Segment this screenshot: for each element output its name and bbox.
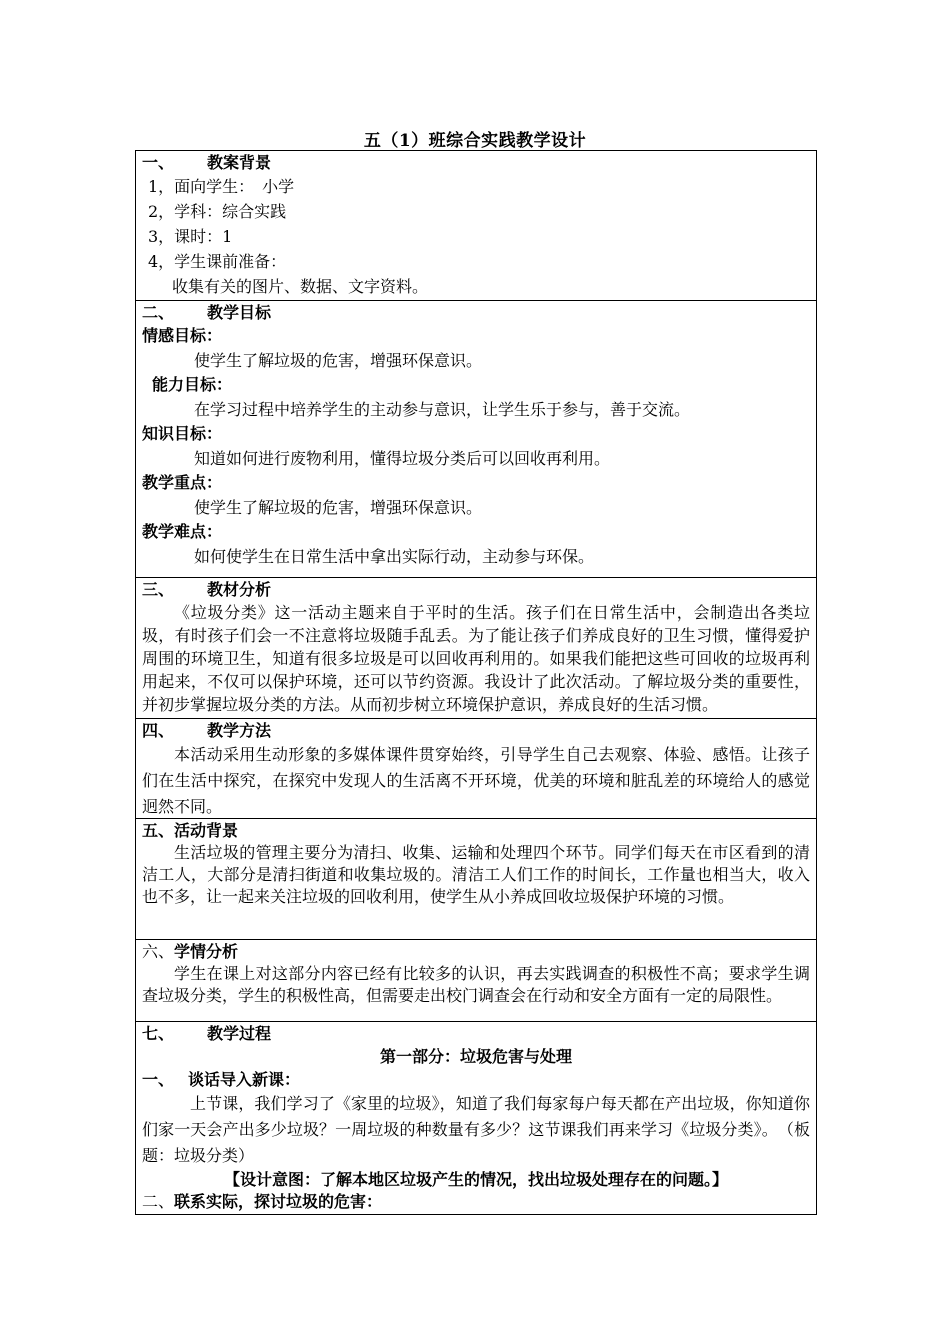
- section-heading: 五、活动背景: [142, 821, 239, 840]
- section-activity-background: [136, 819, 816, 940]
- knowledge-goal-label: 知识目标：: [142, 424, 223, 443]
- document-title: 五（1）班综合实践教学设计: [363, 131, 587, 151]
- teaching-focus-label: 教学重点：: [142, 473, 223, 492]
- section-material-analysis: [136, 578, 816, 719]
- teaching-difficulty-label: 教学难点：: [142, 522, 223, 541]
- step-text: 上节课，我们学习了《家里的垃圾》，知道了我们每家每户每天都在产出垃圾，你知道你们家一天会产出多少垃圾？一周垃圾的种数量有多少？这节课我们再来学习《垃圾分类》。 （板题：垃圾分类）: [142, 1094, 810, 1165]
- section-heading: 三、 教材分析: [142, 580, 272, 599]
- section-background: [136, 151, 816, 301]
- section-process: [136, 1022, 816, 1215]
- preparation-label: 4，学生课前准备：: [148, 252, 287, 271]
- step-heading: 一、 谈话导入新课：: [142, 1070, 301, 1089]
- part-title: 第一部分：垃圾危害与处理: [379, 1047, 572, 1066]
- emotion-goal-label: 情感目标：: [142, 326, 223, 345]
- teaching-difficulty-text: 如何使学生在日常生活中拿出实际行动，主动参与环保。: [194, 547, 595, 566]
- ability-goal-text: 在学习过程中培养学生的主动参与意识，让学生乐于参与，善于交流。: [194, 400, 691, 419]
- section-student-analysis: [136, 940, 816, 1022]
- lesson-plan-table: [135, 150, 817, 1215]
- methods-text: 本活动采用生动形象的多媒体课件贯穿始终，引导学生自己去观察、体验、感悟。让孩子们在生活中探究，在探究中发现人的生活离不开环境，优美的环境和脏乱差的环境给人的感觉迥然不同。: [142, 745, 810, 816]
- student-analysis-text: 学生在课上对这部分内容已经有比较多的认识，再去实践调查的积极性不高；要求学生调查垃圾分类，学生的积极性高，但需要走出校门调查会在行动和安全方面有一定的局限性。: [142, 964, 810, 1005]
- section-heading: 二、 教学目标: [142, 303, 272, 322]
- emotion-goal-text: 使学生了解垃圾的危害，增强环保意识。: [194, 351, 483, 370]
- class-hours: 3，课时：1: [148, 227, 233, 246]
- section-heading: 一、 教案背景: [142, 153, 272, 172]
- activity-background-text: 生活垃圾的管理主要分为清扫、收集、运输和处理四个环节。同学们每天在市区看到的清洁工人，大部分是清扫街道和收集垃圾的。清洁工人们工作的时间长，工作量也相当大，收入也不多，让一起来关注垃圾的回收利用，使学生从小养成回收垃圾保护环境的习惯。: [142, 843, 810, 906]
- section-heading: 六、学情分析: [142, 942, 239, 961]
- design-intent: 【设计意图：了解本地区垃圾产生的情况，找出垃圾处理存在的问题。】: [223, 1170, 728, 1189]
- ability-goal-label: 能力目标：: [152, 375, 233, 394]
- section-heading: 四、 教学方法: [142, 721, 272, 740]
- teaching-focus-text: 使学生了解垃圾的危害，增强环保意识。: [194, 498, 483, 517]
- knowledge-goal-text: 知道如何进行废物利用，懂得垃圾分类后可以回收再利用。: [194, 449, 611, 468]
- student-target: 1，面向学生： 小学: [148, 177, 295, 196]
- material-analysis-text: 《垃圾分类》这一活动主题来自于平时的生活。孩子们在日常生活中，会制造出各类垃圾，有时孩子们会一不注意将垃圾随手乱丢。为了能让孩子们养成良好的卫生习惯，懂得爱护周围的环境卫生，知道有很多垃圾是可以回收再利用的。如果我们能把这些可回收的垃圾再利用起来，不仅可以保护环境，还可以节约资源。我设计了此次活动。了解垃圾分类的重要性，并初步掌握垃圾分类的方法。从而初步树立环境保护意识，养成良好的生活习惯。: [142, 603, 810, 714]
- section-methods: [136, 719, 816, 819]
- subject: 2，学科：综合实践: [148, 202, 287, 221]
- section-heading: 七、 教学过程: [142, 1024, 272, 1043]
- section-objectives: [136, 301, 816, 578]
- preparation-text: 收集有关的图片、数据、文字资料。: [172, 277, 429, 296]
- step-heading: 二、联系实际，探讨垃圾的危害：: [142, 1192, 383, 1211]
